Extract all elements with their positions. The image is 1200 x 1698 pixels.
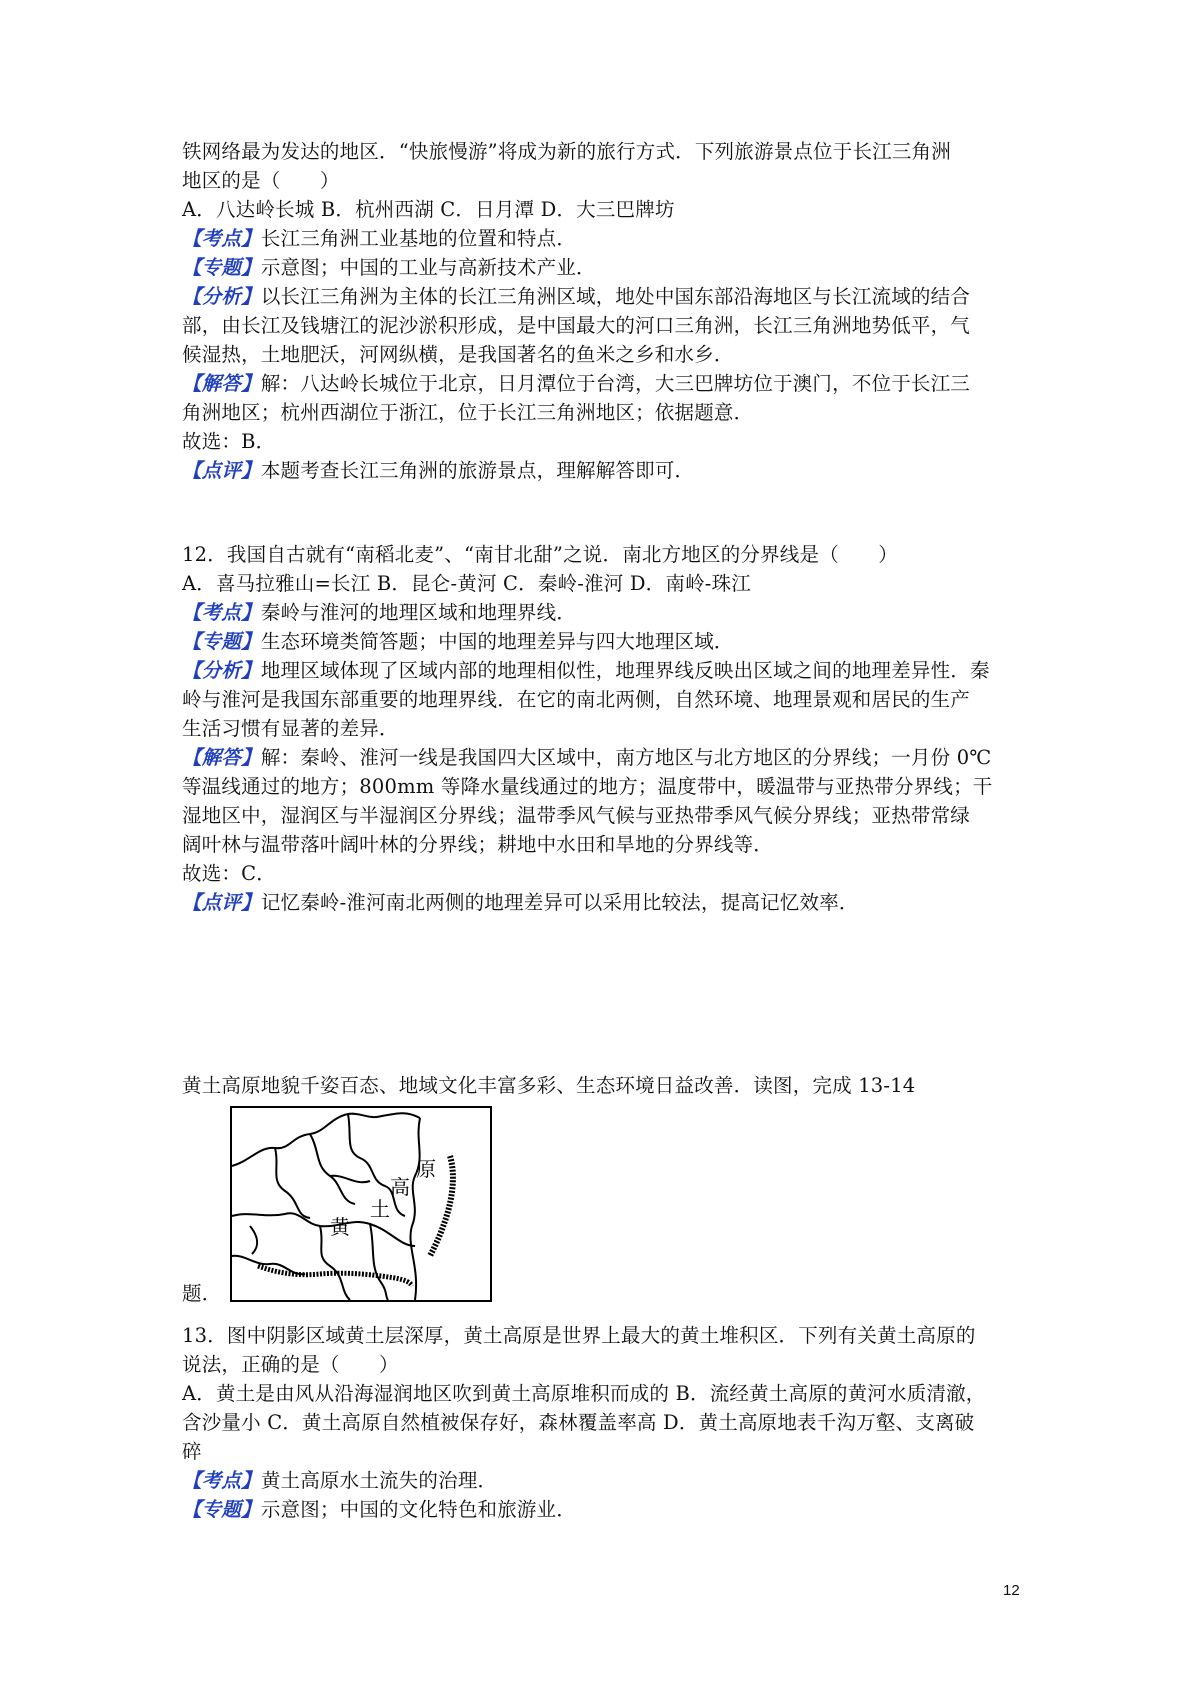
q13-zhuanti-text: 示意图；中国的文化特色和旅游业． bbox=[260, 1498, 577, 1521]
map-label-gao: 高 bbox=[390, 1175, 410, 1199]
q11-fenxi bbox=[182, 282, 970, 311]
q11-jieda-line-2: 角洲地区；杭州西湖位于浙江，位于长江三角洲地区；依据题意． bbox=[182, 401, 754, 424]
q11-options: A．八达岭长城 B．杭州西湖 C．日月潭 D．大三巴牌坊 bbox=[182, 198, 675, 221]
q12-fenxi-line-2: 岭与淮河是我国东部重要的地理界线．在它的南北两侧，自然环境、地理景观和居民的生产 bbox=[182, 688, 971, 711]
loess-plateau-map bbox=[230, 1106, 492, 1302]
q11-zhuanti bbox=[182, 253, 596, 282]
fenxi-tag: 【分析】 bbox=[182, 285, 261, 308]
q12-options: A．喜马拉雅山=长江 B．昆仑-黄河 C．秦岭-淮河 D．南岭-珠江 bbox=[182, 572, 751, 595]
q13-kaodian bbox=[182, 1466, 497, 1495]
q12-zhuanti-text: 生态环境类简答题；中国的地理差异与四大地理区域． bbox=[260, 630, 734, 653]
intro-13-14: 黄土高原地貌千姿百态、地域文化丰富多彩、生态环境日益改善．读图，完成 13-14 bbox=[182, 1074, 916, 1097]
q11-kaodian bbox=[182, 224, 576, 253]
q12-kaodian-text: 秦岭与淮河的地理区域和地理界线． bbox=[260, 601, 577, 624]
kaodian-tag: 【考点】 bbox=[182, 1469, 261, 1492]
q12-fenxi-line-3: 生活习惯有显著的差异． bbox=[182, 717, 399, 740]
q13-options-line-3: 碎 bbox=[182, 1440, 202, 1463]
q11-jieda-text-1: 解：八达岭长城位于北京，日月潭位于台湾，大三巴牌坊位于澳门，不位于长江三 bbox=[260, 372, 971, 395]
kaodian-tag: 【考点】 bbox=[182, 227, 261, 250]
zhuanti-tag: 【专题】 bbox=[182, 630, 261, 653]
q13-stem-line-2: 说法，正确的是（ ） bbox=[182, 1353, 399, 1376]
map-label-yuan: 原 bbox=[416, 1157, 436, 1181]
q13-options-line-1: A．黄土是由风从沿海湿润地区吹到黄土高原堆积而成的 B．流经黄土高原的黄河水质清澈， bbox=[182, 1382, 986, 1405]
q12-fenxi-text-1: 地理区域体现了区域内部的地理相似性，地理界线反映出区域之间的地理差异性．秦 bbox=[260, 659, 990, 682]
map-label-tu: 土 bbox=[370, 1197, 390, 1221]
q11-jieda bbox=[182, 369, 970, 398]
zhuanti-tag: 【专题】 bbox=[182, 256, 261, 279]
q11-dianping bbox=[182, 456, 694, 485]
jieda-tag: 【解答】 bbox=[182, 746, 261, 769]
dianping-tag: 【点评】 bbox=[182, 459, 261, 482]
q12-stem: 12．我国自古就有“南稻北麦”、“南甘北甜”之说．南北方地区的分界线是（ ） bbox=[182, 543, 898, 566]
q11-zhuanti-text: 示意图；中国的工业与高新技术产业． bbox=[260, 256, 596, 279]
q12-jieda-line-2: 等温线通过的地方；800mm 等降水量线通过的地方；温度带中，暖温带与亚热带分界线；干 bbox=[182, 775, 993, 798]
page-number: 12 bbox=[1003, 1582, 1020, 1599]
q11-fenxi-line-3: 候湿热，土地肥沃，河网纵横，是我国著名的鱼米之乡和水乡． bbox=[182, 343, 734, 366]
q11-kaodian-text: 长江三角洲工业基地的位置和特点． bbox=[260, 227, 577, 250]
q11-answer: 故选：B． bbox=[182, 430, 276, 453]
dianping-tag: 【点评】 bbox=[182, 891, 261, 914]
q12-kaodian bbox=[182, 598, 576, 627]
q12-dianping-text: 记忆秦岭-淮河南北两侧的地理差异可以采用比较法，提高记忆效率． bbox=[260, 891, 859, 914]
map-frame bbox=[231, 1107, 491, 1301]
jieda-tag: 【解答】 bbox=[182, 372, 261, 395]
q13-kaodian-text: 黄土高原水土流失的治理． bbox=[260, 1469, 498, 1492]
q11-fenxi-line-2: 部，由长江及钱塘江的泥沙淤积形成，是中国最大的河口三角洲，长江三角洲地势低平，气 bbox=[182, 314, 971, 337]
q12-answer: 故选：C． bbox=[182, 862, 276, 885]
kaodian-tag: 【考点】 bbox=[182, 601, 261, 624]
fenxi-tag: 【分析】 bbox=[182, 659, 261, 682]
q12-zhuanti bbox=[182, 627, 734, 656]
intro-13-14-tail: 题． bbox=[182, 1282, 222, 1305]
q12-dianping bbox=[182, 888, 859, 917]
q11-stem-line-2: 地区的是（ ） bbox=[182, 169, 340, 192]
q11-stem-line-1: 铁网络最为发达的地区．“快旅慢游”将成为新的旅行方式．下列旅游景点位于长江三角洲 bbox=[182, 140, 951, 163]
zhuanti-tag: 【专题】 bbox=[182, 1498, 261, 1521]
q12-jieda-line-4: 阔叶林与温带落叶阔叶林的分界线；耕地中水田和旱地的分界线等． bbox=[182, 833, 774, 856]
q13-stem-line-1: 13．图中阴影区域黄土层深厚，黄土高原是世界上最大的黄土堆积区．下列有关黄土高原的 bbox=[182, 1324, 976, 1347]
q12-fenxi bbox=[182, 656, 990, 685]
q12-jieda bbox=[182, 743, 991, 772]
q13-zhuanti bbox=[182, 1495, 576, 1524]
q11-fenxi-text-1: 以长江三角洲为主体的长江三角洲区域，地处中国东部沿海地区与长江流域的结合 bbox=[260, 285, 971, 308]
q11-dianping-text: 本题考查长江三角洲的旅游景点，理解解答即可． bbox=[260, 459, 695, 482]
q12-jieda-line-3: 湿地区中，湿润区与半湿润区分界线；温带季风气候与亚热带季风气候分界线；亚热带常绿 bbox=[182, 804, 971, 827]
q13-options-line-2: 含沙量小 C．黄土高原自然植被保存好，森林覆盖率高 D．黄土高原地表千沟万壑、支离破 bbox=[182, 1411, 975, 1434]
map-label-huang: 黄 bbox=[330, 1215, 350, 1239]
q12-jieda-text-1: 解：秦岭、淮河一线是我国四大区域中，南方地区与北方地区的分界线；一月份 0℃ bbox=[260, 746, 992, 769]
